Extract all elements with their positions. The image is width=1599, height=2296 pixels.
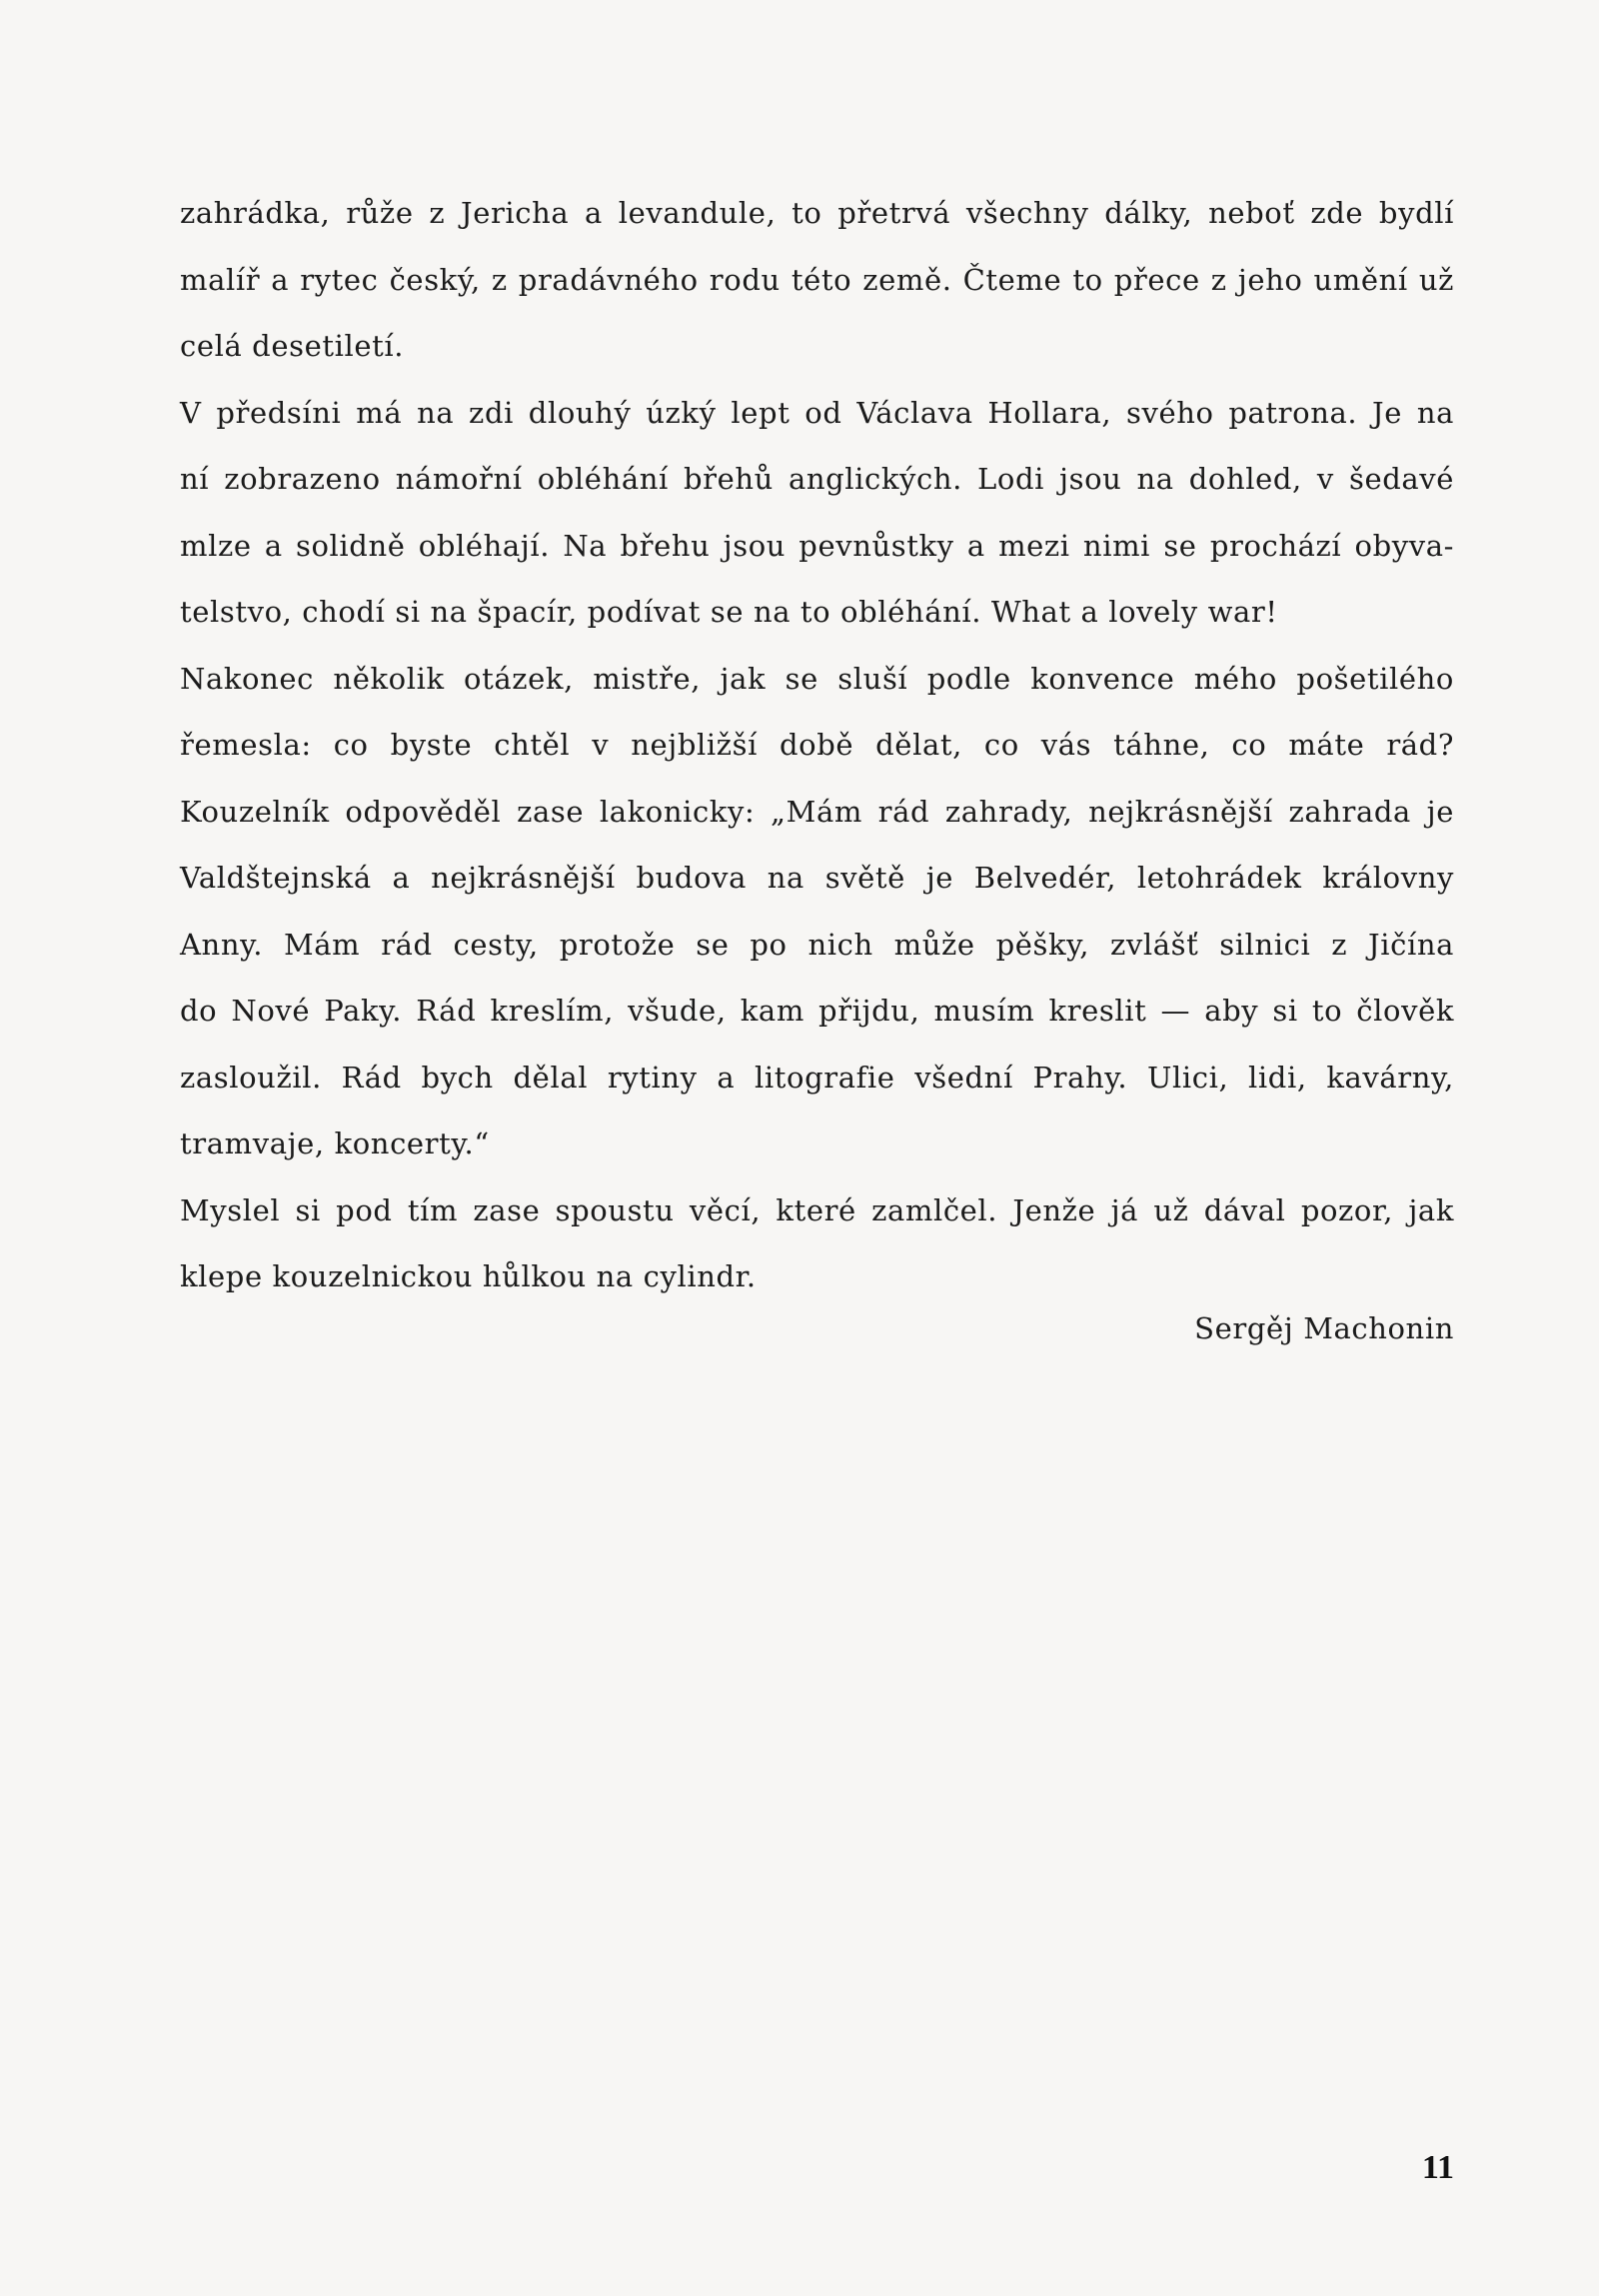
text-line: Valdštejnská a nejkrásnější budova na světě je Belvedér, letohrádek královny — [180, 861, 1454, 895]
text-line: telstvo, chodí si na špacír, podívat se na to obléhání. What a lovely war! — [180, 595, 1278, 629]
text-line: Myslel si pod tím zase spoustu věcí, které zamlčel. Jenže já už dával pozor, jak — [180, 1192, 1454, 1227]
author-signature: Sergěj Machonin — [1194, 1311, 1454, 1345]
text-line: řemesla: co byste chtěl v nejbližší době dělat, co vás táhne, co máte rád? — [180, 728, 1454, 762]
text-line: Nakonec několik otázek, mistře, jak se sluší podle konvence mého pošetilého — [180, 661, 1454, 696]
text-line: V předsíni má na zdi dlouhý úzký lept od Václava Hollara, svého patrona. Je na — [180, 395, 1454, 430]
text-line: celá desetiletí. — [180, 329, 405, 363]
text-line: zahrádka, růže z Jericha a levandule, to přetrvá všechny dálky, neboť zde bydlí — [180, 196, 1454, 230]
text-line: mlze a solidně obléhají. Na břehu jsou pevnůstky a mezi nimi se prochází obyva- — [180, 528, 1454, 563]
article-body — [180, 180, 1454, 1310]
text-line: malíř a rytec český, z pradávného rodu této země. Čteme to přece z jeho umění už — [180, 262, 1454, 297]
page-number: 11 — [1421, 2149, 1454, 2186]
text-line: Anny. Mám rád cesty, protože se po nich může pěšky, zvlášť silnici z Jičína — [180, 927, 1454, 962]
text-line: tramvaje, koncerty.“ — [180, 1127, 490, 1160]
text-line: do Nové Paky. Rád kreslím, všude, kam přijdu, musím kreslit — aby si to člověk — [180, 994, 1454, 1028]
text-line: zasloužil. Rád bych dělal rytiny a litografie všední Prahy. Ulici, lidi, kavárny, — [180, 1060, 1454, 1095]
text-line: ní zobrazeno námořní obléhání břehů anglických. Lodi jsou na dohled, v šedavé — [180, 462, 1454, 496]
text-line: Kouzelník odpověděl zase lakonicky: „Mám rád zahrady, nejkrásnější zahrada je — [180, 794, 1454, 829]
text-line: klepe kouzelnickou hůlkou na cylindr. — [180, 1259, 757, 1293]
